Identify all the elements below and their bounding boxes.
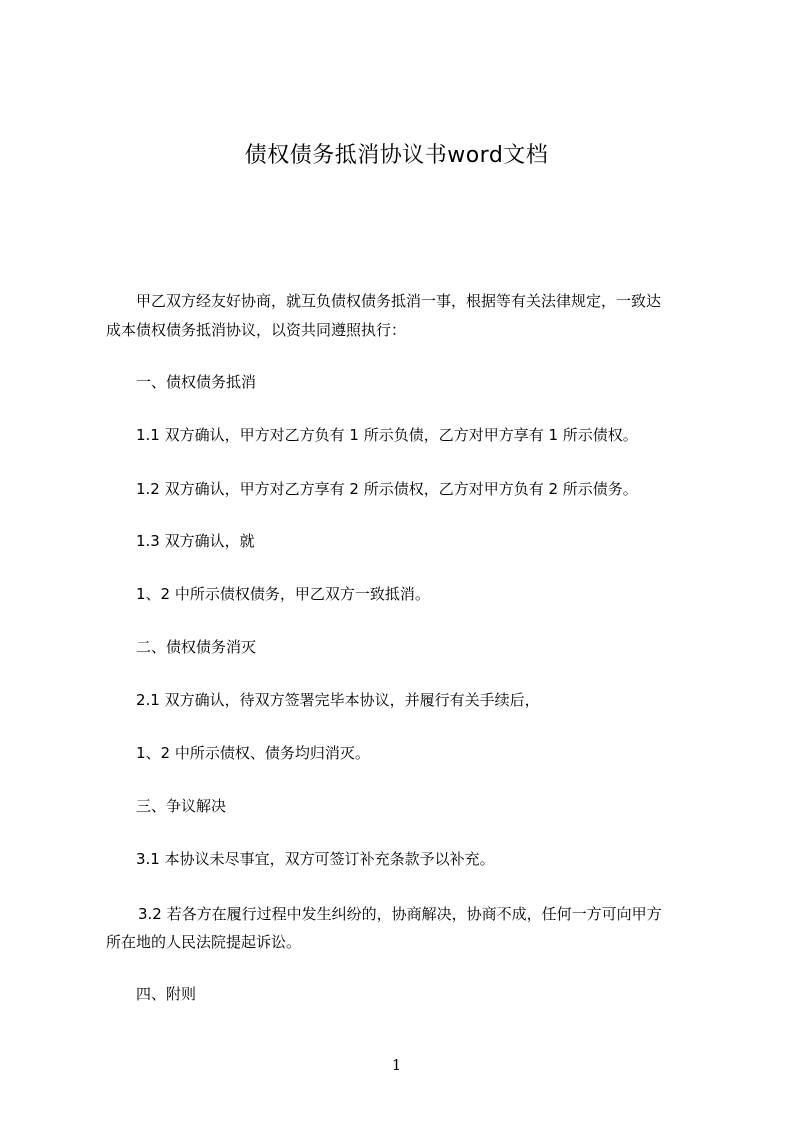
section-3-heading: 三、争议解决 (136, 797, 227, 815)
clause-2-1-continued: 1、2 中所示债权、债务均归消灭。 (136, 744, 370, 762)
intro-line-1: 甲乙双方经友好协商，就互负债权债务抵消一事，根据等有关法律规定，一致达 (136, 292, 662, 310)
document-title: 债权债务抵消协议书word文档 (244, 143, 549, 168)
clause-1-2: 1.2 双方确认，甲方对乙方享有 2 所示债权，乙方对甲方负有 2 所示债务。 (136, 480, 638, 498)
clause-1-3: 1.3 双方确认，就 (136, 532, 255, 550)
page-number: 1 (391, 1056, 402, 1074)
clause-1-3-continued: 1、2 中所示债权债务，甲乙双方一致抵消。 (136, 585, 430, 603)
clause-3-2-line-1: 3.2 若各方在履行过程中发生纠纷的，协商解决，协商不成，任何一方可向甲方 (138, 905, 662, 923)
clause-1-1: 1.1 双方确认，甲方对乙方负有 1 所示负债，乙方对甲方享有 1 所示债权。 (136, 426, 638, 444)
clause-3-2-line-2: 所在地的人民法院提起诉讼。 (106, 933, 302, 951)
section-4-heading: 四、附则 (136, 985, 197, 1003)
section-2-heading: 二、债权债务消灭 (136, 638, 257, 656)
clause-2-1: 2.1 双方确认，待双方签署完毕本协议，并履行有关手续后， (136, 691, 540, 709)
section-1-heading: 一、债权债务抵消 (136, 373, 257, 391)
intro-line-2: 成本债权债务抵消协议，以资共同遵照执行： (106, 321, 407, 339)
clause-3-1: 3.1 本协议未尽事宜，双方可签订补充条款予以补充。 (136, 850, 495, 868)
